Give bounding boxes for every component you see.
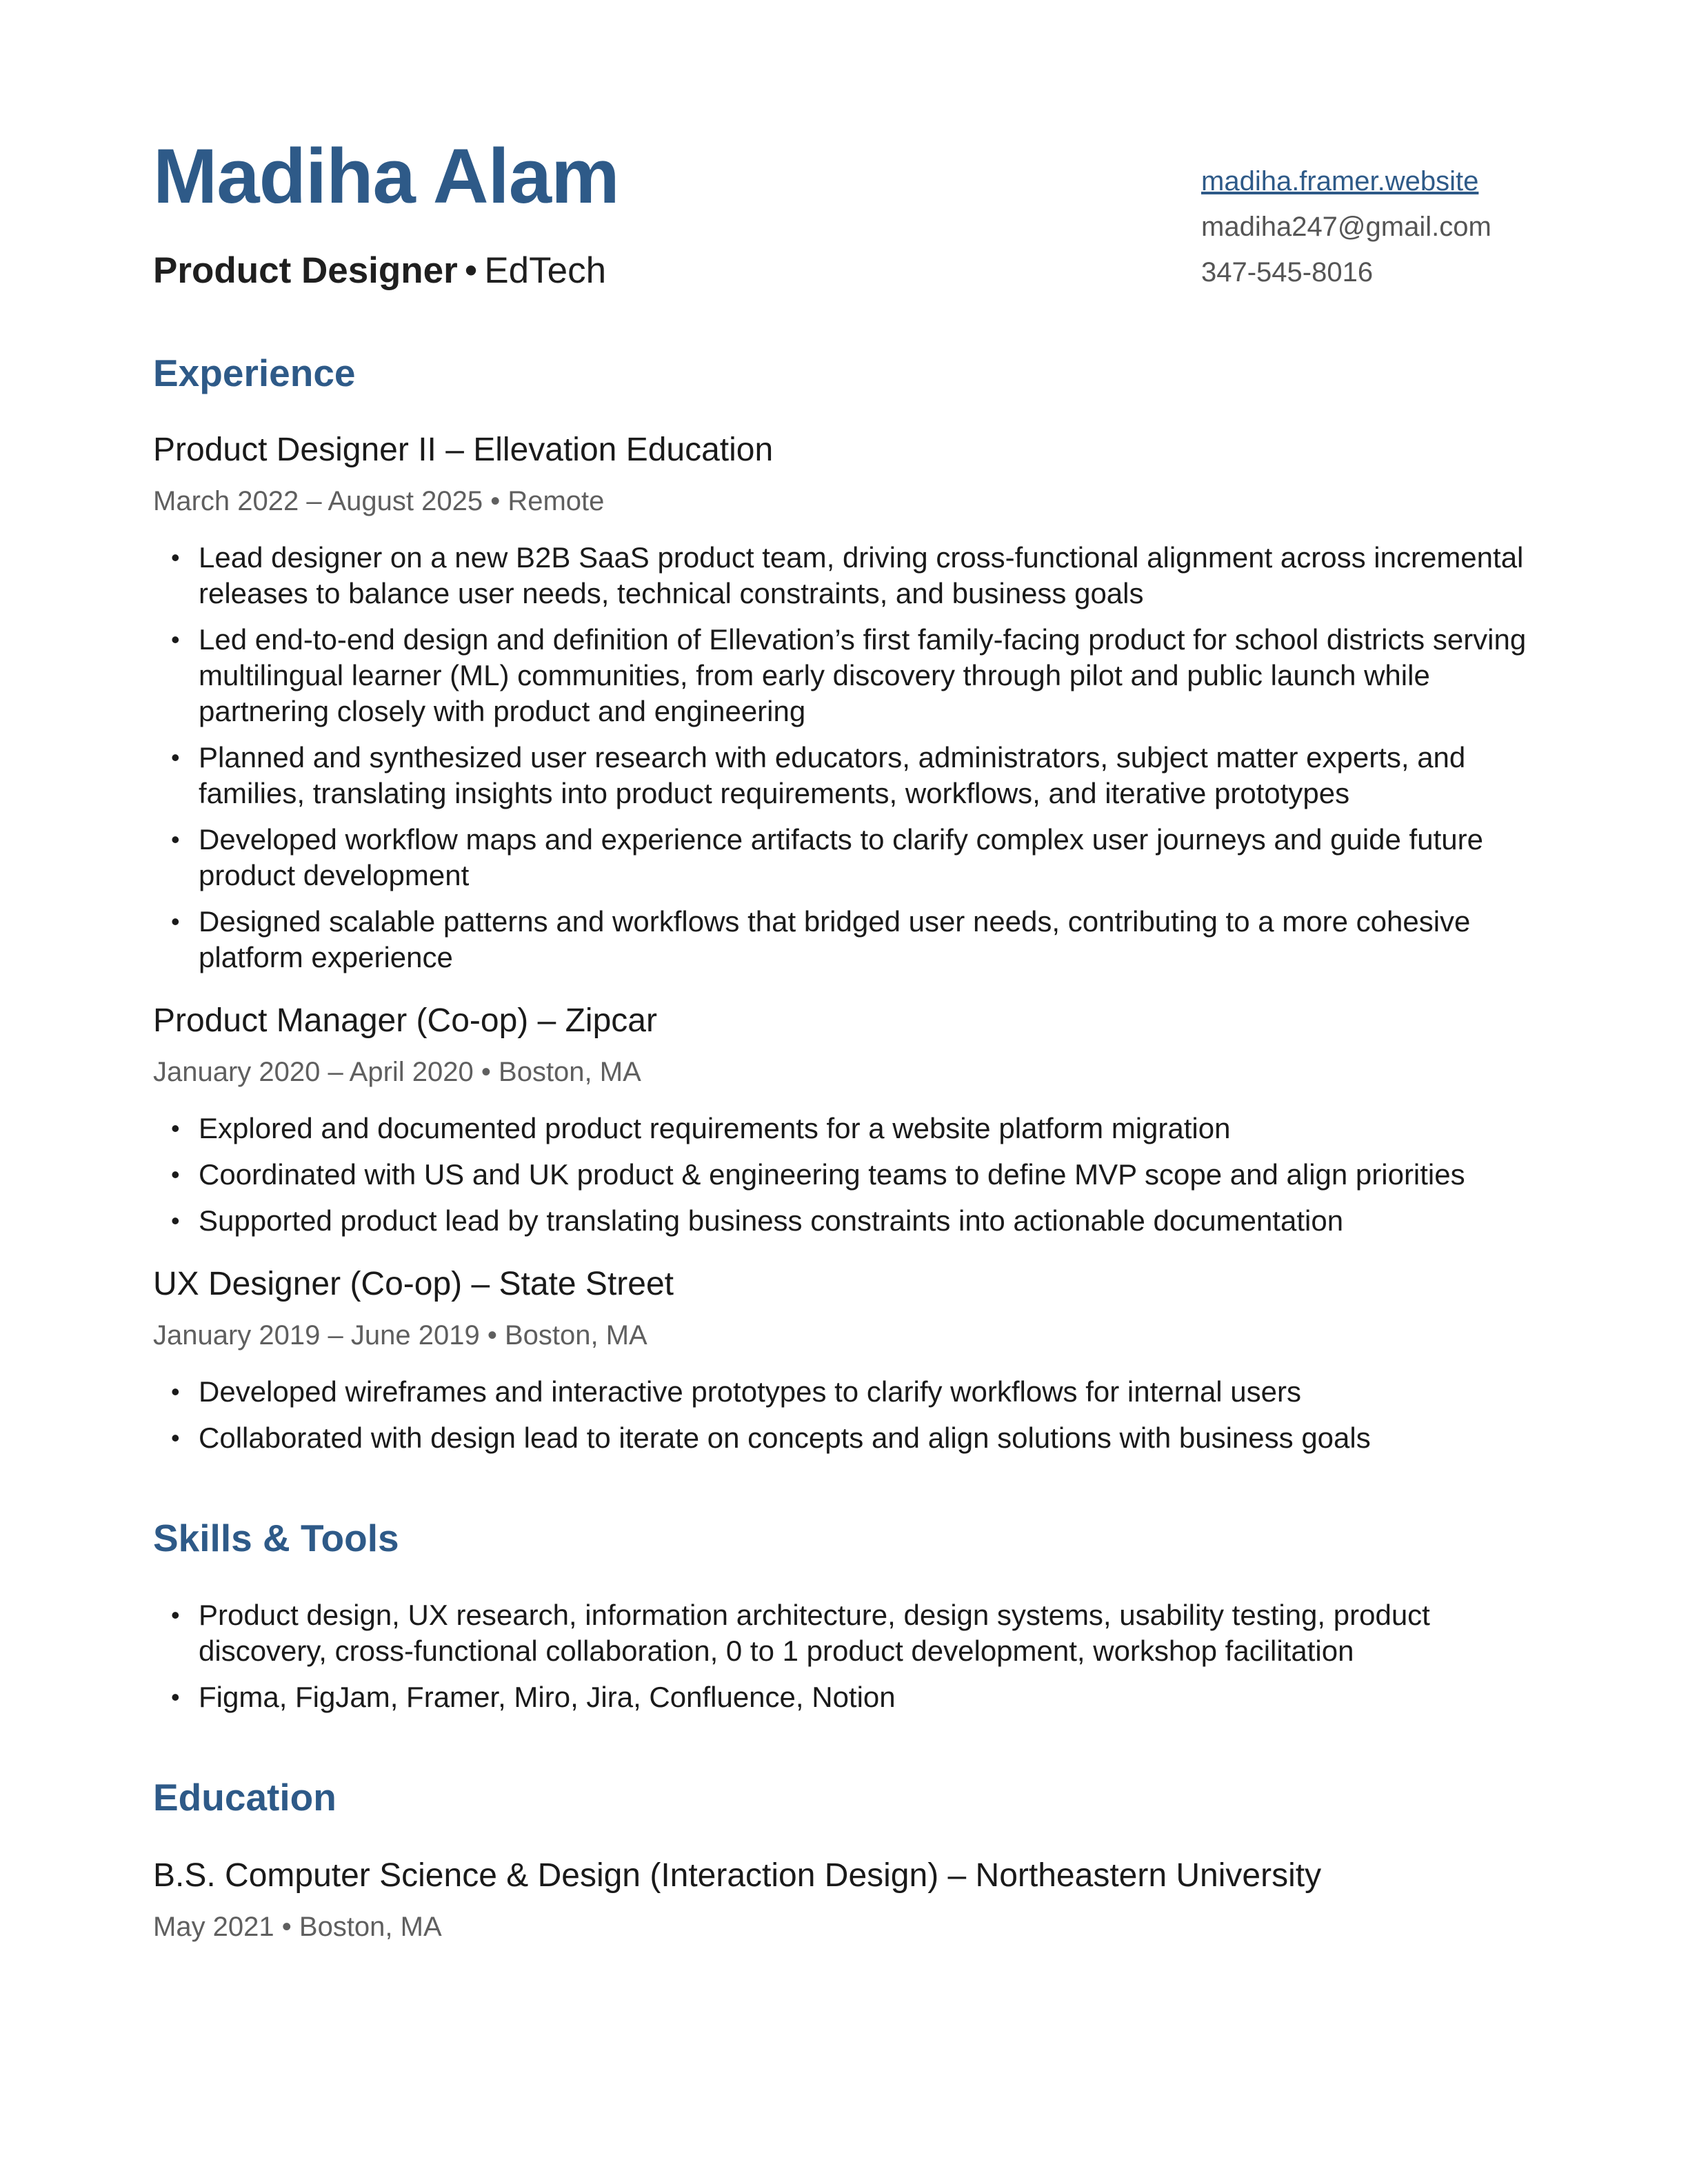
bullet-item: • Coordinated with US and UK product & engineering teams to define MVP scope and align priorities: [153, 1157, 1536, 1193]
job-ellevation: [153, 434, 1536, 975]
education-meta: May 2021 • Boston, MA: [153, 1912, 442, 1942]
phone-text: 347-545-8016: [1201, 257, 1374, 287]
bullet-item: • Collaborated with design lead to iterate on concepts and align solutions with business goals: [153, 1420, 1536, 1456]
job-title: Product Designer II – Ellevation Education: [153, 432, 774, 468]
job-title: UX Designer (Co-op) – State Street: [153, 1266, 674, 1302]
bullet-item: • Product design, UX research, information architecture, design systems, usability testing, product discovery, cross-functional collaboration, 0 to 1 product development, workshop facilitation: [153, 1597, 1536, 1669]
experience-heading: Experience: [153, 352, 356, 394]
resume-header: [153, 133, 1536, 345]
job-bullets: [153, 1111, 1536, 1239]
bullet-item: • Developed wireframes and interactive prototypes to clarify workflows for internal users: [153, 1374, 1536, 1410]
skills-bullets: [153, 1597, 1536, 1715]
bullet-item: • Designed scalable patterns and workflows that bridged user needs, contributing to a more cohesive platform experience: [153, 904, 1536, 975]
bullet-item: • Supported product lead by translating business constraints into actionable documentation: [153, 1203, 1536, 1239]
field-label: EdTech: [484, 250, 607, 291]
skills-section: [153, 1519, 1536, 1715]
candidate-name: Madiha Alam: [153, 133, 619, 219]
bullet-item: • Explored and documented product requirements for a website platform migration: [153, 1111, 1536, 1146]
education-section: [153, 1776, 1536, 1942]
website-link[interactable]: madiha.framer.website: [1201, 166, 1479, 196]
education-heading: Education: [153, 1776, 336, 1819]
experience-section: [153, 354, 1536, 1456]
job-meta: March 2022 – August 2025 • Remote: [153, 486, 605, 516]
job-bullets: [153, 1374, 1536, 1456]
bullet-item: • Figma, FigJam, Framer, Miro, Jira, Confluence, Notion: [153, 1679, 1536, 1715]
job-bullets: [153, 540, 1536, 975]
contact-info: [1201, 159, 1491, 295]
tagline-separator: •: [464, 250, 478, 291]
job-meta: January 2019 – June 2019 • Boston, MA: [153, 1320, 647, 1351]
job-meta: January 2020 – April 2020 • Boston, MA: [153, 1057, 641, 1087]
bullet-item: • Planned and synthesized user research with educators, administrators, subject matter experts, and families, translating insights into product requirements, workflows, and iterative prototypes: [153, 740, 1536, 811]
degree-title: B.S. Computer Science & Design (Interaction Design) – Northeastern University: [153, 1857, 1322, 1894]
bullet-item: • Developed workflow maps and experience artifacts to clarify complex user journeys and guide future product development: [153, 822, 1536, 893]
role-title: Product Designer: [153, 250, 458, 291]
bullet-item: • Lead designer on a new B2B SaaS product team, driving cross-functional alignment across incremental releases to balance user needs, technical constraints, and business goals: [153, 540, 1536, 611]
job-title: Product Manager (Co-op) – Zipcar: [153, 1002, 657, 1039]
job-zipcar: [153, 1004, 1536, 1239]
bullet-item: • Led end-to-end design and definition of Ellevation’s first family-facing product for school districts serving multilingual learner (ML) communities, from early discovery through pilot and public launch while partnering closely with product and engineering: [153, 622, 1536, 729]
job-state-street: [153, 1268, 1536, 1456]
skills-heading: Skills & Tools: [153, 1517, 399, 1559]
email-text: madiha247@gmail.com: [1201, 212, 1491, 242]
